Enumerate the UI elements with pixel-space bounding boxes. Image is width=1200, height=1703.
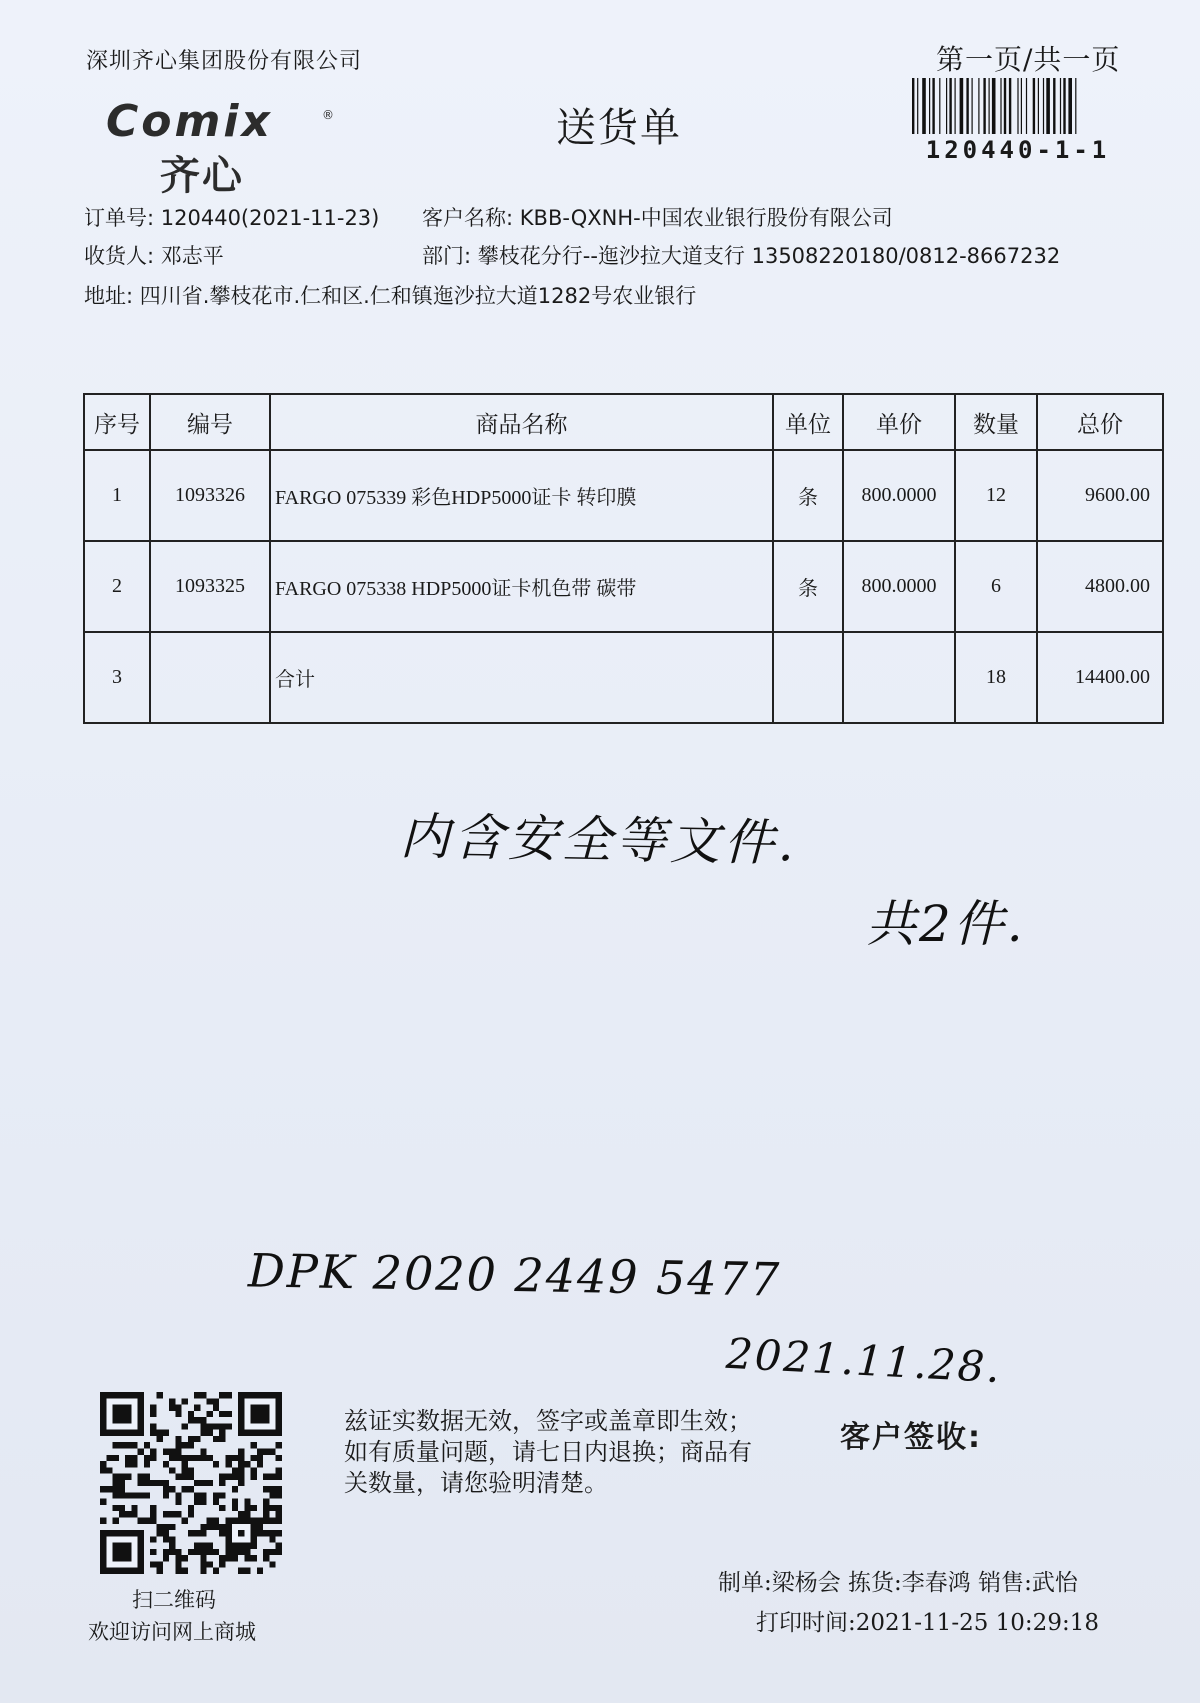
barcode-icon: [912, 78, 1124, 134]
cell-quantity: 12: [955, 450, 1037, 541]
customer-name: KBB-QXNH-中国农业银行股份有限公司: [519, 206, 893, 230]
department-label: 部门:: [422, 244, 472, 268]
table-row: [84, 541, 1163, 632]
cell-quantity: 6: [955, 541, 1037, 632]
notice-text: 兹证实数据无效，签字或盖章即生效；如有质量问题，请七日内退换；商品有关数量，请您验明清楚。: [344, 1407, 752, 1497]
page-indicator: 第一页/共一页: [936, 43, 1121, 76]
handwritten-tracking-number: DPK 2020 2449 5477: [247, 1243, 782, 1307]
department-value: 攀枝花分行--迤沙拉大道支行 13508220180/0812-8667232: [477, 244, 1061, 268]
cell-total: 14400.00: [1037, 632, 1163, 723]
cell-unit: [773, 632, 843, 723]
order-number-row: [84, 202, 379, 232]
barcode-number: 120440-1-1: [925, 136, 1111, 164]
cell-unit: 条: [773, 541, 843, 632]
cell-seq: 1: [84, 450, 150, 541]
registered-mark: ®: [322, 108, 334, 122]
handwritten-note-count: 共2件.: [866, 895, 1026, 953]
cell-unit-price: 800.0000: [843, 541, 955, 632]
cell-unit: 条: [773, 450, 843, 541]
order-number-label: 订单号:: [84, 206, 155, 230]
address-label: 地址:: [84, 284, 134, 308]
department-row: [422, 240, 1060, 270]
cell-total: 4800.00: [1037, 541, 1163, 632]
cell-code: 1093325: [150, 541, 270, 632]
header-seq: 序号: [84, 394, 150, 450]
order-number: 120440(2021-11-23): [160, 206, 380, 230]
cell-unit-price: 800.0000: [843, 450, 955, 541]
receiver-row: [84, 240, 224, 270]
cell-product-name: 合计: [270, 632, 773, 723]
logo-chinese: 齐心: [160, 153, 244, 199]
company-name: 深圳齐心集团股份有限公司: [86, 49, 363, 74]
header-unit: 单位: [773, 394, 843, 450]
cell-seq: 2: [84, 541, 150, 632]
document-title: 送货单: [556, 105, 682, 151]
header-total: 总价: [1037, 394, 1163, 450]
receiver-label: 收货人:: [84, 244, 155, 268]
cell-quantity: 18: [955, 632, 1037, 723]
customer-signature-label: 客户签收:: [840, 1420, 982, 1455]
header-product-name: 商品名称: [270, 394, 773, 450]
cell-code: 1093326: [150, 450, 270, 541]
table-row: [84, 450, 1163, 541]
customer-row: [422, 202, 893, 232]
qr-caption-scan: 扫二维码: [132, 1588, 216, 1612]
cell-total: 9600.00: [1037, 450, 1163, 541]
print-time: 打印时间:2021-11-25 10:29:18: [756, 1610, 1099, 1636]
qr-caption-mall: 欢迎访问网上商城: [88, 1620, 256, 1644]
table-row-total: [84, 632, 1163, 723]
cell-product-name: FARGO 075338 HDP5000证卡机色带 碳带: [270, 541, 773, 632]
customer-label: 客户名称:: [422, 206, 514, 230]
cell-unit-price: [843, 632, 955, 723]
header-quantity: 数量: [955, 394, 1037, 450]
address-value: 四川省.攀枝花市.仁和区.仁和镇迤沙拉大道1282号农业银行: [139, 284, 697, 308]
receiver-name: 邓志平: [160, 244, 224, 268]
cell-product-name: FARGO 075339 彩色HDP5000证卡 转印膜: [270, 450, 773, 541]
header-unit-price: 单价: [843, 394, 955, 450]
comix-logo: Comix: [106, 96, 273, 147]
staff-info: 制单:梁杨会 拣货:李春鸿 销售:武怡: [718, 1570, 1078, 1596]
items-table: [83, 393, 1164, 724]
cell-code: [150, 632, 270, 723]
header-code: 编号: [150, 394, 270, 450]
cell-seq: 3: [84, 632, 150, 723]
address-row: [84, 280, 696, 310]
table-header-row: [84, 394, 1163, 450]
handwritten-date: 2021.11.28.: [724, 1328, 1003, 1393]
handwritten-note-contents: 内含安全等文件.: [399, 807, 799, 873]
qr-code-icon: [100, 1392, 282, 1574]
items-table-wrapper: [83, 393, 1164, 724]
